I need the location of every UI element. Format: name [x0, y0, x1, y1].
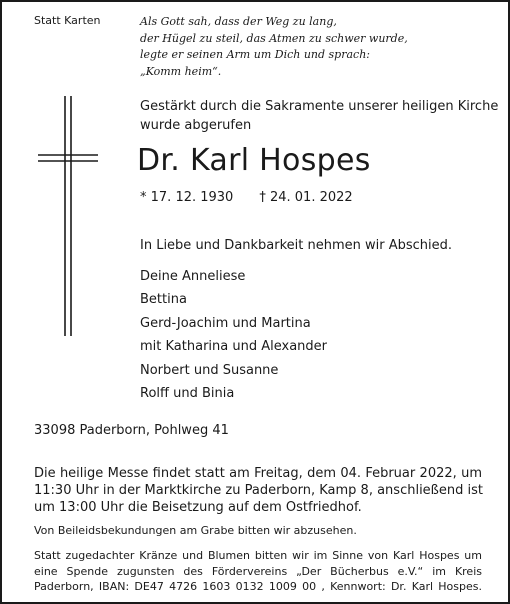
death-date: † 24. 01. 2022 — [259, 190, 353, 205]
family-address: 33098 Paderborn, Pohlweg 41 — [34, 423, 229, 438]
mourner-name: mit Katharina und Alexander — [140, 339, 327, 355]
mass-notice-line: Die heilige Messe findet statt am Freitag, dem 04. Februar 2022, um — [34, 466, 482, 481]
intro-line: wurde abgerufen — [140, 117, 252, 133]
donation-line: eine Spende zugunsten des Fördervereins „Der Bücherbus e.V.“ im Kreis — [34, 564, 482, 578]
poem — [140, 14, 408, 80]
mass-notice-line: 11:30 Uhr in der Marktkirche zu Paderborn, Kamp 8, anschließend ist — [34, 483, 483, 498]
mourner-name: Deine Anneliese — [140, 269, 246, 284]
poem-line: der Hügel zu steil, das Atmen zu schwer wurde, — [140, 31, 408, 45]
farewell-text: In Liebe und Dankbarkeit nehmen wir Abschied. — [140, 238, 453, 253]
donation-note — [34, 548, 482, 595]
deceased-name: Dr. Karl Hospes — [137, 143, 371, 178]
poem-line: legte er seinen Arm um Dich und sprach: — [140, 48, 370, 61]
poem-line: „Komm heim“. — [140, 64, 222, 78]
intro-line: Gestärkt durch die Sakramente unserer heiligen Kirche — [140, 99, 499, 114]
life-dates — [140, 190, 353, 205]
birth-date: * 17. 12. 1930 — [140, 190, 234, 205]
condolence-note: Von Beileidsbekundungen am Grabe bitten wir abzusehen. — [34, 524, 357, 537]
donation-line: Paderborn, IBAN: DE47 4726 1603 0132 1009 00 , Kennwort: Dr. Karl Hospes. — [34, 580, 482, 593]
mass-notice-line: um 13:00 Uhr die Beisetzung auf dem Ostfriedhof. — [34, 500, 362, 515]
latin-cross-icon — [38, 96, 98, 336]
mass-notice — [34, 465, 482, 516]
mourner-name: Rolff und Binia — [140, 386, 235, 402]
poem-line: Als Gott sah, dass der Weg zu lang, — [140, 15, 337, 28]
intro-text — [140, 98, 498, 135]
mourner-name: Gerd-Joachim und Martina — [140, 315, 311, 331]
mourner-name: Bettina — [140, 292, 187, 308]
mourners-list — [140, 265, 327, 405]
donation-line: Statt zugedachter Kränze und Blumen bitten wir im Sinne von Karl Hospes um — [34, 549, 482, 562]
mourner-name: Norbert und Susanne — [140, 362, 279, 378]
statt-karten-label: Statt Karten — [34, 14, 101, 27]
